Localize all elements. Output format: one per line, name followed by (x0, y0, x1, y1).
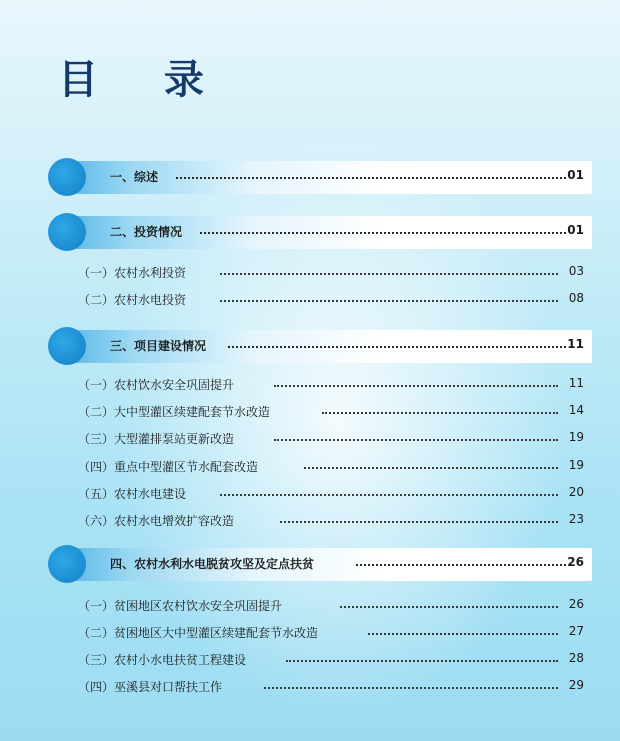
section-title: 四、农村水利水电脱贫攻坚及定点扶贫 (110, 557, 315, 571)
bullet-circle-icon (48, 213, 86, 251)
leader-dots (274, 385, 558, 387)
leader-dots (176, 177, 566, 179)
page-number: 27 (568, 624, 584, 638)
page-number: 08 (568, 291, 584, 305)
page-number: 29 (568, 678, 584, 692)
section-title: 二、投资情况 (110, 225, 183, 239)
toc-entry[interactable] (78, 512, 584, 528)
toc-entry[interactable] (78, 597, 584, 613)
bullet-circle-icon (48, 158, 86, 196)
page-number: 19 (568, 458, 584, 472)
entry-title: （四）巫溪县对口帮扶工作 (78, 680, 223, 694)
section-title: 三、项目建设情况 (110, 339, 207, 353)
toc-entry[interactable] (78, 458, 584, 474)
entry-title: （一）农村水利投资 (78, 266, 187, 280)
page-title: 目 录 (58, 57, 230, 103)
page-number: 26 (567, 555, 584, 569)
leader-dots (356, 564, 566, 566)
page-number: 11 (567, 337, 584, 351)
entry-title: （五）农村水电建设 (78, 487, 187, 501)
page-number: 26 (568, 597, 584, 611)
toc-entry[interactable] (78, 291, 584, 307)
entry-title: （二）大中型灌区续建配套节水改造 (78, 405, 271, 419)
leader-dots (304, 467, 558, 469)
leader-dots (368, 633, 558, 635)
toc-entry[interactable] (78, 485, 584, 501)
leader-dots (220, 273, 558, 275)
section-title: 一、综述 (110, 170, 159, 184)
entry-title: （二）农村水电投资 (78, 293, 187, 307)
bullet-circle-icon (48, 327, 86, 365)
toc-entry[interactable] (78, 430, 584, 446)
toc-section-2[interactable] (48, 213, 592, 251)
toc-entry[interactable] (78, 264, 584, 280)
leader-dots (286, 660, 558, 662)
bullet-circle-icon (48, 545, 86, 583)
entry-title: （二）贫困地区大中型灌区续建配套节水改造 (78, 626, 319, 640)
page-number: 11 (568, 376, 584, 390)
leader-dots (228, 346, 566, 348)
leader-dots (200, 232, 566, 234)
entry-title: （四）重点中型灌区节水配套改造 (78, 460, 259, 474)
leader-dots (274, 439, 558, 441)
page-number: 01 (567, 168, 584, 182)
leader-dots (264, 687, 558, 689)
entry-title: （一）贫困地区农村饮水安全巩固提升 (78, 599, 283, 613)
page-number: 19 (568, 430, 584, 444)
page-number: 20 (568, 485, 584, 499)
toc-entry[interactable] (78, 651, 584, 667)
entry-title: （六）农村水电增效扩容改造 (78, 514, 235, 528)
page-number: 14 (568, 403, 584, 417)
page-number: 03 (568, 264, 584, 278)
toc-entry[interactable] (78, 403, 584, 419)
leader-dots (322, 412, 558, 414)
entry-title: （三）大型灌排泵站更新改造 (78, 432, 235, 446)
leader-dots (340, 606, 558, 608)
toc-entry[interactable] (78, 678, 584, 694)
toc-entry[interactable] (78, 376, 584, 392)
entry-title: （三）农村小水电扶贫工程建设 (78, 653, 247, 667)
page-number: 23 (568, 512, 584, 526)
leader-dots (220, 494, 558, 496)
toc-entry[interactable] (78, 624, 584, 640)
leader-dots (220, 300, 558, 302)
toc-section-1[interactable] (48, 158, 592, 196)
page-number: 28 (568, 651, 584, 665)
toc-section-3[interactable] (48, 327, 592, 365)
entry-title: （一）农村饮水安全巩固提升 (78, 378, 235, 392)
toc-section-4[interactable] (48, 545, 592, 583)
page-number: 01 (567, 223, 584, 237)
leader-dots (280, 521, 558, 523)
